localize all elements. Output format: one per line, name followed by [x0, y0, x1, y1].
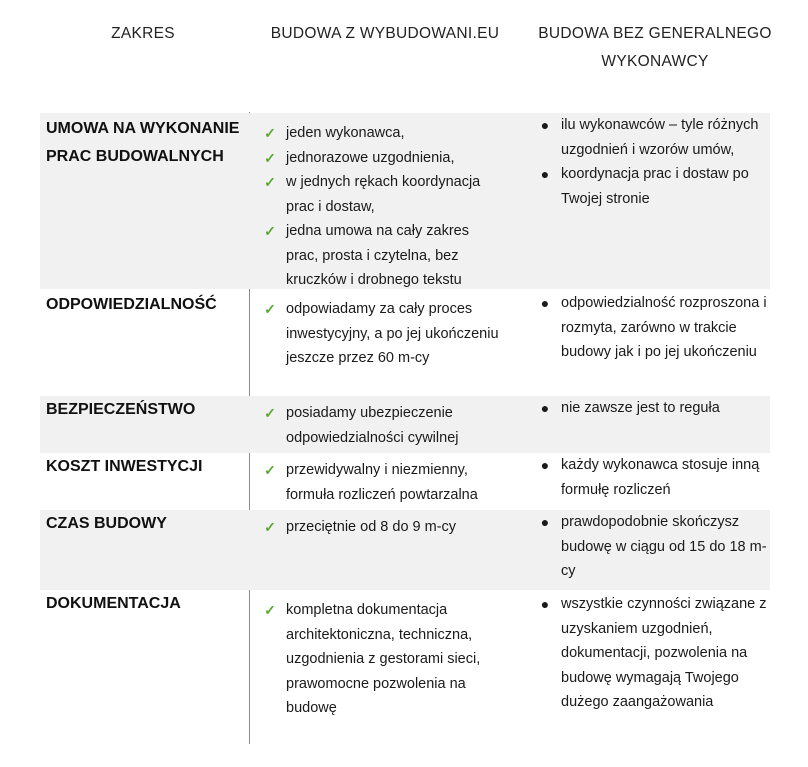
bullet-icon: ●: [540, 596, 550, 612]
row-label: KOSZT INWESTYCJI: [46, 458, 203, 475]
checkmark-icon: ✓: [264, 405, 276, 421]
list-item: ✓ posiadamy ubezpieczenie odpowiedzialności cywilnej: [260, 401, 500, 450]
list-item: ✓ jedna umowa na cały zakres prac, prosta i czytelna, bez kruczków i drobnego tekstu: [260, 219, 500, 293]
list-item: ● wszystkie czynności związane z uzyskaniem uzgodnień, dokumentacji, pozwolenia na budowę wymagają Twojego dużego zaangażowania: [535, 592, 775, 715]
row-label: UMOWA NA WYKONANIE PRAC BUDOWALNYCH: [46, 120, 240, 165]
table-row: [40, 396, 770, 453]
checkmark-icon: ✓: [264, 301, 276, 317]
list-item: ● prawdopodobnie skończysz budowę w ciągu od 15 do 18 m-cy: [535, 510, 775, 584]
with-gc-cell: [260, 598, 500, 721]
list-item: ● ilu wykonawców – tyle różnych uzgodnień i wzorów umów,: [535, 113, 775, 162]
header-zakres: ZAKRES: [111, 25, 175, 42]
list-item: ● każdy wykonawca stosuje inną formułę rozliczeń: [535, 453, 775, 502]
bullet-icon: ●: [540, 514, 550, 530]
checkmark-icon: ✓: [264, 149, 276, 166]
list-item: ✓ przeciętnie od 8 do 9 m-cy: [260, 515, 500, 540]
checkmark-icon: ✓: [264, 223, 276, 239]
bullet-icon: ●: [540, 166, 550, 182]
bullet-icon: ●: [540, 457, 550, 473]
list-item: ● koordynacja prac i dostaw po Twojej stronie: [535, 162, 775, 211]
row-label: DOKUMENTACJA: [46, 595, 181, 612]
row-label: BEZPIECZEŃSTWO: [46, 401, 196, 418]
without-gc-cell: [535, 396, 775, 421]
checkmark-icon: ✓: [264, 602, 276, 618]
with-gc-cell: [260, 297, 500, 371]
with-gc-cell: [260, 458, 500, 507]
bullet-icon: ●: [540, 295, 550, 311]
row-label: ODPOWIEDZIALNOŚĆ: [46, 296, 217, 313]
table-row: [40, 113, 770, 289]
list-item: ✓ jednorazowe uzgodnienia,: [260, 146, 500, 171]
checkmark-icon: ✓: [264, 125, 276, 141]
checkmark-icon: ✓: [264, 462, 276, 478]
bullet-icon: ●: [540, 400, 550, 416]
table-row: [40, 590, 770, 740]
with-gc-cell: [260, 515, 500, 540]
with-gc-cell: [260, 401, 500, 450]
checkmark-icon: ✓: [264, 174, 276, 190]
checkmark-icon: ✓: [264, 519, 276, 535]
header-without-gc: BUDOWA BEZ GENERALNEGO WYKONAWCY: [538, 25, 772, 70]
without-gc-cell: [535, 453, 775, 502]
row-label: CZAS BUDOWY: [46, 515, 167, 532]
table-header: [0, 0, 808, 112]
list-item: ✓ przewidywalny i niezmienny, formuła rozliczeń powtarzalna: [260, 458, 500, 507]
table-row: [40, 289, 770, 396]
list-item: ● nie zawsze jest to reguła: [535, 396, 775, 421]
without-gc-cell: [535, 291, 775, 365]
list-item: ✓ jeden wykonawca,: [260, 121, 500, 146]
without-gc-cell: [535, 510, 775, 584]
without-gc-cell: [535, 113, 775, 211]
table-row: [40, 453, 770, 510]
header-with-gc: BUDOWA Z WYBUDOWANI.EU: [270, 25, 500, 42]
list-item: ✓ odpowiadamy za cały proces inwestycyjny, a po jej ukończeniu jeszcze przez 60 m-cy: [260, 297, 500, 371]
bullet-icon: ●: [540, 117, 550, 133]
with-gc-cell: [260, 121, 500, 293]
list-item: ✓ w jednych rękach koordynacja prac i dostaw,: [260, 170, 500, 219]
table-row: [40, 510, 770, 590]
list-item: ● odpowiedzialność rozproszona i rozmyta, zarówno w trakcie budowy jak i po jej ukończeniu: [535, 291, 775, 365]
list-item: ✓ kompletna dokumentacja architektoniczna, techniczna, uzgodnienia z gestorami sieci, prawomocne pozwolenia na budowę: [260, 598, 500, 721]
without-gc-cell: [535, 592, 775, 715]
